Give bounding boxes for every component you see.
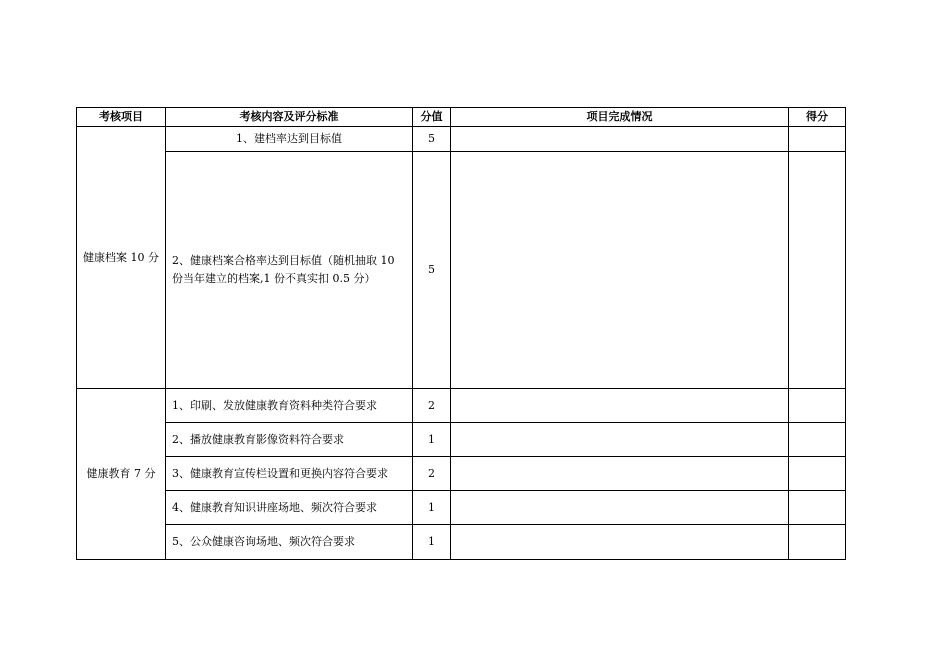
table-row [77, 152, 846, 389]
table-row [77, 389, 846, 423]
earned-cell[interactable] [789, 389, 846, 423]
score-cell: 5 [413, 127, 451, 152]
completion-cell[interactable] [451, 423, 789, 457]
header-item: 考核项目 [77, 108, 166, 127]
table-row [77, 491, 846, 525]
table-row [77, 423, 846, 457]
earned-cell[interactable] [789, 457, 846, 491]
score-cell: 5 [413, 152, 451, 389]
section-label: 健康档案 10 分 [77, 127, 166, 389]
completion-cell[interactable] [451, 127, 789, 152]
header-content: 考核内容及评分标准 [166, 108, 413, 127]
earned-cell[interactable] [789, 525, 846, 560]
criteria-line: 份当年建立的档案,1 份不真实扣 0.5 分） [172, 272, 376, 285]
table-row [77, 127, 846, 152]
score-cell: 1 [413, 525, 451, 560]
criteria-cell: 1、印刷、发放健康教育资料种类符合要求 [166, 389, 413, 423]
completion-cell[interactable] [451, 457, 789, 491]
criteria-cell: 3、健康教育宣传栏设置和更换内容符合要求 [166, 457, 413, 491]
criteria-cell: 1、建档率达到目标值 [166, 127, 413, 152]
earned-cell[interactable] [789, 491, 846, 525]
earned-cell[interactable] [789, 127, 846, 152]
criteria-cell: 5、公众健康咨询场地、频次符合要求 [166, 525, 413, 560]
header-earned: 得分 [789, 108, 846, 127]
score-cell: 1 [413, 423, 451, 457]
table-row [77, 525, 846, 560]
score-cell: 1 [413, 491, 451, 525]
completion-cell[interactable] [451, 152, 789, 389]
completion-cell[interactable] [451, 389, 789, 423]
score-cell: 2 [413, 457, 451, 491]
criteria-line: 2、健康档案合格率达到目标值（随机抽取 10 [172, 254, 395, 267]
header-row [77, 108, 846, 127]
score-cell: 2 [413, 389, 451, 423]
completion-cell[interactable] [451, 525, 789, 560]
section-label: 健康教育 7 分 [77, 389, 166, 560]
completion-cell[interactable] [451, 491, 789, 525]
criteria-cell [166, 152, 413, 389]
header-score: 分值 [413, 108, 451, 127]
criteria-cell: 2、播放健康教育影像资料符合要求 [166, 423, 413, 457]
table-row [77, 457, 846, 491]
earned-cell[interactable] [789, 152, 846, 389]
assessment-table [76, 107, 846, 560]
earned-cell[interactable] [789, 423, 846, 457]
criteria-cell: 4、健康教育知识讲座场地、频次符合要求 [166, 491, 413, 525]
header-completion: 项目完成情况 [451, 108, 789, 127]
